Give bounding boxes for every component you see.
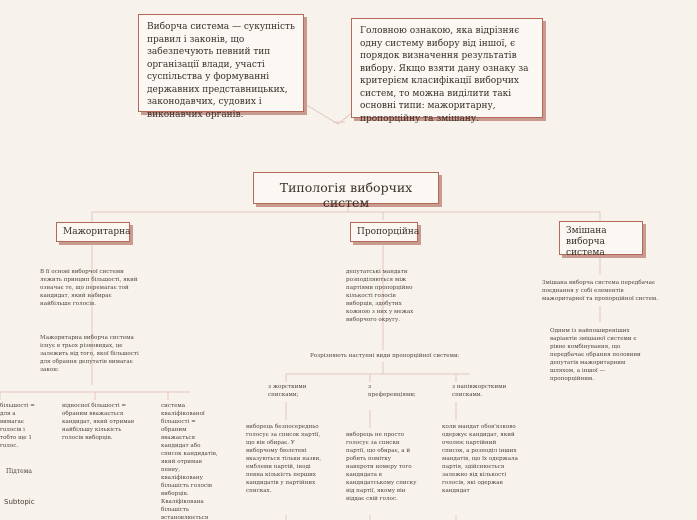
- branch-mixed[interactable]: [559, 221, 643, 258]
- definition-left-text: Виборча система — сукупність правил і законів, що забезпечують певний тип організації влади, участі суспільства у формуванні державних представницьких, законодавчих, судових і виконавчих органів.: [147, 22, 295, 120]
- central-topic[interactable]: [253, 172, 439, 210]
- branch-proportional-label: Пропорційна: [357, 227, 420, 237]
- subtopic-en[interactable]: Subtopic: [4, 498, 35, 506]
- majoritarian-sub-qualified: система кваліфікованої більшості = обраним вважається кандидат або список кандидатів, який отримав певну, кваліфіковану більшість голосів виборців. Кваліфікована більшість встановлюється: [161, 403, 218, 520]
- proportional-type-semiclosed: з напівжорсткими списками.: [452, 384, 507, 398]
- subtopic-ua[interactable]: Підтема: [6, 468, 32, 475]
- proportional-desc-closed: виборець безпосередньо голосує за список партії, що він обирає. У виборчому бюлетені вказуються тільки назви, емблеми партій, іноді певна кількість перших кандидатів у партійних списках.: [246, 424, 322, 494]
- branch-majoritarian[interactable]: [56, 222, 130, 242]
- definition-right-text: Головною ознакою, яка відрізняє одну систему вибору від іншої, є порядок визначення результатів вибору. Якщо взяти дану ознаку за критерієм класифікації виборчих систем, то можна виділити такі основні типи: мажоритарну, пропорційну та змішану.: [360, 26, 529, 124]
- central-topic-label: Типологія виборчих систем: [279, 180, 413, 210]
- proportional-types-heading: Розрізняють наступні види пропорційної системи:: [310, 353, 460, 359]
- mixed-note-definition: Змішана виборча система передбачає поєднання у собі елементів мажоритарної та пропорційної систем.: [542, 280, 659, 302]
- branch-majoritarian-label: Мажоритарна: [63, 227, 131, 237]
- majoritarian-note-principle: В її основі виборчої системи лежить принцип більшості, який означає те, що перемагає той кандидат, який набирає найбільше голосів.: [40, 269, 138, 307]
- branch-proportional[interactable]: [350, 222, 418, 242]
- proportional-note-definition: депутатські мандати розподіляються між партіями пропорційно кількості голосів виборців, здобутих кожною з них у межах виборчого округу.: [346, 269, 414, 323]
- definition-box-left: [138, 14, 304, 120]
- proportional-type-preference: з преференціями;: [368, 384, 416, 398]
- proportional-type-closed: з жорсткими списками;: [268, 384, 307, 398]
- majoritarian-sub-relative: відносної більшості = обраним вважається кандидат, який отримав найбільшу кількість голосів виборців.: [62, 403, 135, 441]
- majoritarian-sub-absolute: більшості = для а вимагає голосів і тобто ще 1 голос.: [0, 403, 35, 449]
- mixed-note-variant: Одним із найпоширеніших варіантів змішаної системи є рівне комбінування, що передбачає обрання половини депутатів мажоритарним шляхом, а іншої — пропорційним.: [550, 328, 641, 382]
- branch-mixed-label: Змішана виборча система: [566, 226, 607, 258]
- proportional-desc-preference: виборець не просто голосує за списки партії, що обирає, а й робить помітку навпроти номеру того кандидата в кандидатському списку від партії, якому він віддає свій голос.: [346, 432, 417, 502]
- majoritarian-note-variants: Мажоритарна виборча система існує в трьох різновидах, це залежить від того, якої більшості для обрання депутатів вимагає закон:: [40, 335, 139, 373]
- proportional-desc-semiclosed: коли мандат обов'язково одержує кандидат, який очолює партійний список, а розподіл інших мандатів, що їх одержала партія, здійснюється залежно від кількості голосів, які одержав кандидат: [442, 424, 518, 494]
- definition-box-right: [351, 18, 543, 124]
